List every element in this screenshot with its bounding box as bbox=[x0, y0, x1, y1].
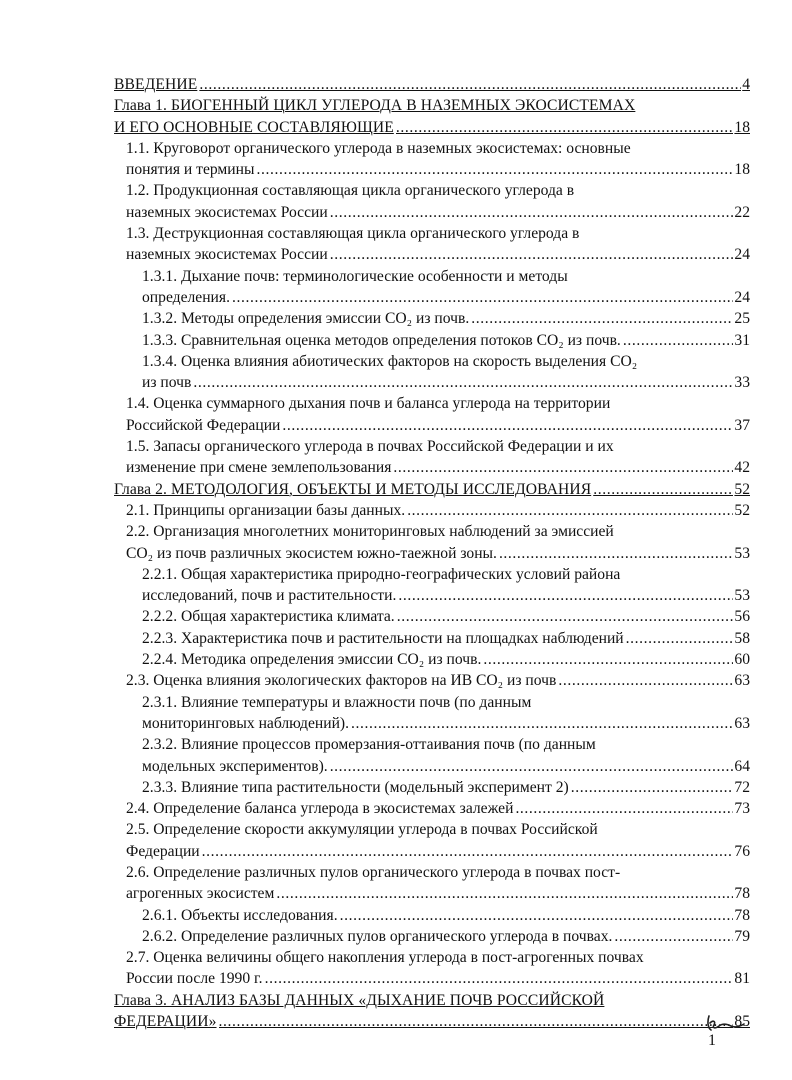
toc-leader-dots bbox=[499, 543, 733, 564]
toc-entry-title-line: 1.4. Оценка суммарного дыхания почв и баланса углерода на территории bbox=[126, 395, 611, 413]
toc-entry-title-line: Глава 2. МЕТОДОЛОГИЯ, ОБЪЕКТЫ И МЕТОДЫ ИССЛЕДОВАНИЯ bbox=[114, 480, 592, 498]
toc-entry-title-line: 2.6.2. Определение различных пулов органического углерода в почвах. bbox=[142, 927, 613, 945]
toc-entry-title-line: 1.3.1. Дыхание почв: терминологические особенности и методы bbox=[142, 267, 568, 285]
toc-entry-title-line: 1.5. Запасы органического углерода в почвах Российской Федерации и их bbox=[126, 438, 614, 456]
toc-leader-dots bbox=[471, 308, 733, 329]
toc-page-number: 78 bbox=[734, 885, 750, 903]
toc-entry-title-line: мониторинговых наблюдений). bbox=[142, 714, 350, 732]
toc-page-number: 72 bbox=[734, 778, 750, 796]
toc-entry-title-line: 1.1. Круговорот органического углерода в наземных экосистемах: основные bbox=[126, 139, 631, 157]
toc-entry-title-line: из почв bbox=[142, 374, 192, 392]
toc-entry bbox=[114, 692, 750, 735]
toc-entry-title-line: наземных экосистемах России bbox=[126, 246, 328, 264]
toc-page-number: 58 bbox=[734, 629, 750, 647]
page-number: 1 bbox=[708, 1032, 716, 1049]
toc-entry-title-line: 2.2.2. Общая характеристика климата. bbox=[142, 608, 395, 626]
table-of-contents bbox=[114, 74, 750, 1032]
toc-page-number: 37 bbox=[734, 416, 750, 434]
toc-entry bbox=[114, 905, 750, 926]
toc-entry bbox=[114, 393, 750, 436]
toc-leader-dots bbox=[232, 287, 733, 308]
toc-page-number: 76 bbox=[734, 842, 750, 860]
toc-page-number: 42 bbox=[734, 459, 750, 477]
toc-leader-dots bbox=[393, 457, 733, 478]
toc-entry bbox=[114, 138, 750, 181]
toc-leader-dots bbox=[282, 415, 733, 436]
toc-entry bbox=[114, 734, 750, 777]
toc-page-number: 60 bbox=[734, 651, 750, 669]
toc-leader-dots bbox=[407, 500, 733, 521]
toc-entry bbox=[114, 308, 750, 329]
toc-leader-dots bbox=[330, 202, 734, 223]
toc-entry bbox=[114, 926, 750, 947]
toc-page-number: 52 bbox=[734, 501, 750, 519]
toc-entry bbox=[114, 521, 750, 564]
toc-page-number: 33 bbox=[734, 374, 750, 392]
toc-page-number: 85 bbox=[734, 1013, 750, 1031]
toc-entry-title-line: Российской Федерации bbox=[126, 416, 281, 434]
toc-entry bbox=[114, 479, 750, 500]
toc-leader-dots bbox=[330, 756, 734, 777]
toc-leader-dots bbox=[626, 628, 734, 649]
toc-leader-dots bbox=[515, 798, 733, 819]
toc-entry bbox=[114, 74, 750, 95]
toc-page-number: 4 bbox=[742, 76, 750, 93]
toc-leader-dots bbox=[396, 117, 734, 138]
toc-entry-title-line: Федерации bbox=[126, 842, 200, 860]
toc-entry-title-line: 1.3.3. Сравнительная оценка методов определения потоков CO₂ из почв. bbox=[142, 331, 621, 349]
toc-page-number: 24 bbox=[734, 246, 750, 264]
toc-entry bbox=[114, 330, 750, 351]
toc-entry-title-line: 2.3. Оценка влияния экологических факторов на ИВ CO₂ из почв bbox=[126, 672, 557, 690]
toc-entry bbox=[114, 266, 750, 309]
toc-leader-dots bbox=[199, 74, 741, 95]
toc-page-number: 64 bbox=[734, 757, 750, 775]
toc-leader-dots bbox=[351, 713, 733, 734]
toc-page-number: 18 bbox=[734, 161, 750, 179]
toc-entry-title-line: 2.2. Организация многолетних мониторинговых наблюдений за эмиссией bbox=[126, 523, 614, 541]
toc-entry bbox=[114, 777, 750, 798]
toc-leader-dots bbox=[483, 649, 733, 670]
toc-page-number: 24 bbox=[734, 288, 750, 306]
toc-entry bbox=[114, 564, 750, 607]
toc-entry-title-line: исследований, почв и растительности. bbox=[142, 587, 397, 605]
toc-leader-dots bbox=[276, 883, 733, 904]
toc-entry bbox=[114, 862, 750, 905]
toc-entry-title-line: CO₂ из почв различных экосистем южно-таежной зоны. bbox=[126, 544, 497, 562]
toc-entry bbox=[114, 606, 750, 627]
toc-page-number: 78 bbox=[734, 906, 750, 924]
toc-entry bbox=[114, 628, 750, 649]
toc-entry-title-line: понятия и термины bbox=[126, 161, 255, 179]
toc-leader-dots bbox=[571, 777, 734, 798]
toc-entry bbox=[114, 500, 750, 521]
toc-page-number: 22 bbox=[734, 203, 750, 221]
toc-leader-dots bbox=[340, 905, 734, 926]
toc-leader-dots bbox=[398, 585, 733, 606]
toc-page-number: 53 bbox=[734, 544, 750, 562]
toc-leader-dots bbox=[202, 841, 734, 862]
toc-leader-dots bbox=[558, 670, 733, 691]
toc-entry-title-line: И ЕГО ОСНОВНЫЕ СОСТАВЛЯЮЩИЕ bbox=[114, 118, 394, 136]
toc-entry bbox=[114, 819, 750, 862]
toc-entry bbox=[114, 670, 750, 691]
toc-leader-dots bbox=[330, 244, 734, 265]
toc-entry-title-line: агрогенных экосистем bbox=[126, 885, 275, 903]
toc-entry-title-line: определения. bbox=[142, 288, 230, 306]
toc-entry-title-line: ФЕДЕРАЦИИ» bbox=[114, 1013, 217, 1031]
toc-entry-title-line: 2.3.1. Влияние температуры и влажности почв (по данным bbox=[142, 693, 532, 711]
toc-entry-title-line: 2.2.3. Характеристика почв и растительности на площадках наблюдений bbox=[142, 629, 624, 647]
toc-entry-title-line: 1.3.2. Методы определения эмиссии CO₂ из почв. bbox=[142, 310, 470, 328]
toc-entry-title-line: наземных экосистемах России bbox=[126, 203, 328, 221]
toc-entry-title-line: 2.3.3. Влияние типа растительности (модельный эксперимент 2) bbox=[142, 778, 569, 796]
toc-entry-title-line: 2.3.2. Влияние процессов промерзания-оттаивания почв (по данным bbox=[142, 736, 596, 754]
toc-entry-title-line: ВВЕДЕНИЕ bbox=[114, 76, 198, 93]
toc-entry bbox=[114, 436, 750, 479]
toc-entry-title-line: 2.4. Определение баланса углерода в экосистемах залежей bbox=[126, 800, 514, 818]
toc-entry-title-line: 2.6.1. Объекты исследования. bbox=[142, 906, 338, 924]
toc-entry-title-line: Глава 3. АНАЛИЗ БАЗЫ ДАННЫХ «ДЫХАНИЕ ПОЧВ РОССИЙСКОЙ bbox=[114, 991, 605, 1009]
toc-leader-dots bbox=[593, 479, 733, 500]
toc-leader-dots bbox=[265, 968, 734, 989]
toc-entry-title-line: 1.3. Деструкционная составляющая цикла органического углерода в bbox=[126, 225, 580, 243]
toc-entry-title-line: 1.3.4. Оценка влияния абиотических факторов на скорость выделения CO₂ bbox=[142, 352, 638, 370]
toc-entry-title-line: 2.5. Определение скорости аккумуляции углерода в почвах Российской bbox=[126, 821, 598, 839]
toc-leader-dots bbox=[256, 159, 733, 180]
toc-entry-title-line: 1.2. Продукционная составляющая цикла органического углерода в bbox=[126, 182, 575, 200]
toc-entry-title-line: Глава 1. БИОГЕННЫЙ ЦИКЛ УГЛЕРОДА В НАЗЕМНЫХ ЭКОСИСТЕМАХ bbox=[114, 97, 636, 115]
toc-entry-title-line: модельных экспериментов). bbox=[142, 757, 328, 775]
toc-page-number: 31 bbox=[734, 331, 750, 349]
toc-entry-title-line: изменение при смене землепользования bbox=[126, 459, 392, 477]
toc-entry-title-line: 2.6. Определение различных пулов органического углерода в почвах пост- bbox=[126, 863, 621, 881]
toc-entry-title-line: России после 1990 г. bbox=[126, 970, 263, 988]
toc-page-number: 79 bbox=[734, 927, 750, 945]
toc-entry bbox=[114, 351, 750, 394]
toc-entry bbox=[114, 947, 750, 990]
toc-page-number: 53 bbox=[734, 587, 750, 605]
toc-entry bbox=[114, 223, 750, 266]
toc-leader-dots bbox=[623, 330, 734, 351]
toc-page-number: 52 bbox=[734, 480, 750, 498]
toc-leader-dots bbox=[193, 372, 733, 393]
toc-entry bbox=[114, 649, 750, 670]
toc-leader-dots bbox=[614, 926, 733, 947]
toc-entry-title-line: 2.1. Принципы организации базы данных. bbox=[126, 501, 406, 519]
toc-page-number: 63 bbox=[734, 714, 750, 732]
toc-page-number: 81 bbox=[734, 970, 750, 988]
toc-entry bbox=[114, 798, 750, 819]
toc-entry bbox=[114, 990, 750, 1033]
toc-page-number: 18 bbox=[734, 118, 750, 136]
toc-entry bbox=[114, 95, 750, 138]
toc-entry-title-line: 2.2.4. Методика определения эмиссии CO₂ из почв. bbox=[142, 651, 482, 669]
toc-leader-dots bbox=[219, 1011, 734, 1032]
toc-page-number: 73 bbox=[734, 800, 750, 818]
toc-page-number: 25 bbox=[734, 310, 750, 328]
toc-page-number: 56 bbox=[734, 608, 750, 626]
toc-entry-title-line: 2.7. Оценка величины общего накопления углерода в пост-агрогенных почвах bbox=[126, 949, 644, 967]
toc-entry bbox=[114, 180, 750, 223]
toc-page-number: 63 bbox=[734, 672, 750, 690]
toc-entry-title-line: 2.2.1. Общая характеристика природно-географических условий района bbox=[142, 565, 621, 583]
toc-leader-dots bbox=[397, 606, 734, 627]
